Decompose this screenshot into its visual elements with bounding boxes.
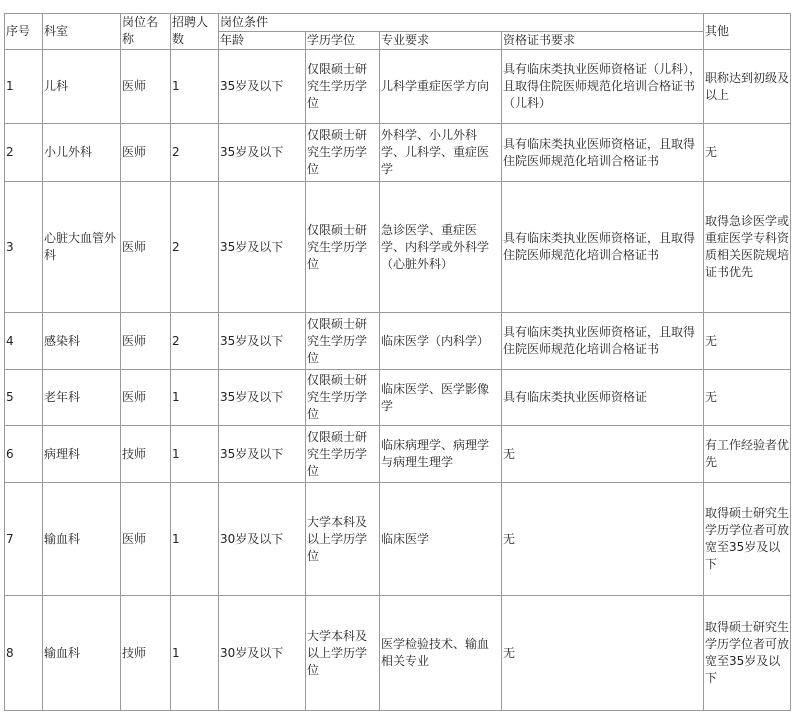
table-row (5, 182, 791, 313)
header-hiring-count: 招聘人数 (171, 14, 219, 50)
cell-seq: 2 (5, 124, 43, 182)
cell-count: 1 (171, 370, 219, 426)
cell-department: 输血科 (43, 596, 121, 711)
header-age: 年龄 (219, 32, 306, 50)
header-education: 学历学位 (306, 32, 380, 50)
cell-position: 医师 (121, 483, 171, 596)
table-row (5, 596, 791, 711)
cell-department: 病理科 (43, 426, 121, 483)
cell-seq: 3 (5, 182, 43, 313)
cell-department: 感染科 (43, 313, 121, 370)
cell-certificate: 具有临床类执业医师资格证（儿科），且取得住院医师规范化培训合格证书（儿科） (502, 50, 704, 124)
cell-position: 医师 (121, 182, 171, 313)
cell-age: 30岁及以下 (219, 596, 306, 711)
cell-department: 输血科 (43, 483, 121, 596)
cell-major: 急诊医学、重症医学、内科学或外科学（心脏外科） (380, 182, 502, 313)
header-conditions: 岗位条件 (219, 14, 704, 32)
cell-certificate: 具有临床类执业医师资格证，且取得住院医师规范化培训合格证书 (502, 124, 704, 182)
cell-age: 35岁及以下 (219, 313, 306, 370)
cell-other: 无 (704, 124, 791, 182)
recruitment-table (4, 13, 791, 711)
cell-other: 取得硕士研究生学历学位者可放宽至35岁及以下 (704, 596, 791, 711)
cell-count: 1 (171, 596, 219, 711)
cell-major: 外科学、小儿外科学、儿科学、重症医学 (380, 124, 502, 182)
cell-education: 仅限硕士研究生学历学位 (306, 182, 380, 313)
cell-position: 医师 (121, 370, 171, 426)
cell-department: 心脏大血管外科 (43, 182, 121, 313)
cell-count: 2 (171, 313, 219, 370)
cell-position: 医师 (121, 313, 171, 370)
cell-education: 仅限硕士研究生学历学位 (306, 426, 380, 483)
cell-age: 35岁及以下 (219, 182, 306, 313)
cell-education: 仅限硕士研究生学历学位 (306, 313, 380, 370)
cell-age: 30岁及以下 (219, 483, 306, 596)
cell-education: 仅限硕士研究生学历学位 (306, 124, 380, 182)
header-major: 专业要求 (380, 32, 502, 50)
cell-count: 2 (171, 124, 219, 182)
cell-count: 1 (171, 483, 219, 596)
header-row-top (5, 14, 791, 32)
cell-major: 临床医学 (380, 483, 502, 596)
cell-age: 35岁及以下 (219, 426, 306, 483)
cell-other: 无 (704, 370, 791, 426)
header-department: 科室 (43, 14, 121, 50)
cell-position: 技师 (121, 596, 171, 711)
cell-seq: 4 (5, 313, 43, 370)
cell-count: 1 (171, 50, 219, 124)
cell-education: 仅限硕士研究生学历学位 (306, 370, 380, 426)
cell-seq: 7 (5, 483, 43, 596)
cell-seq: 1 (5, 50, 43, 124)
cell-other: 取得急诊医学或重症医学专科资质相关医院规培证书优先 (704, 182, 791, 313)
cell-education: 大学本科及以上学历学位 (306, 596, 380, 711)
cell-major: 临床医学、医学影像学 (380, 370, 502, 426)
cell-other: 取得硕士研究生学历学位者可放宽至35岁及以下 (704, 483, 791, 596)
header-other: 其他 (704, 14, 791, 50)
table-row (5, 426, 791, 483)
cell-other: 有工作经验者优先 (704, 426, 791, 483)
table-row (5, 313, 791, 370)
cell-age: 35岁及以下 (219, 50, 306, 124)
cell-age: 35岁及以下 (219, 124, 306, 182)
cell-education: 大学本科及以上学历学位 (306, 483, 380, 596)
table-row (5, 124, 791, 182)
cell-certificate: 具有临床类执业医师资格证，且取得住院医师规范化培训合格证书 (502, 182, 704, 313)
cell-certificate: 具有临床类执业医师资格证，且取得住院医师规范化培训合格证书 (502, 313, 704, 370)
cell-position: 医师 (121, 124, 171, 182)
cell-education: 仅限硕士研究生学历学位 (306, 50, 380, 124)
cell-seq: 8 (5, 596, 43, 711)
cell-position: 医师 (121, 50, 171, 124)
cell-position: 技师 (121, 426, 171, 483)
cell-count: 1 (171, 426, 219, 483)
header-seq: 序号 (5, 14, 43, 50)
table-row (5, 483, 791, 596)
cell-certificate: 无 (502, 426, 704, 483)
header-certificate: 资格证书要求 (502, 32, 704, 50)
cell-department: 儿科 (43, 50, 121, 124)
cell-other: 无 (704, 313, 791, 370)
cell-certificate: 具有临床类执业医师资格证 (502, 370, 704, 426)
cell-major: 医学检验技术、输血相关专业 (380, 596, 502, 711)
cell-other: 职称达到初级及以上 (704, 50, 791, 124)
cell-major: 儿科学重症医学方向 (380, 50, 502, 124)
cell-seq: 6 (5, 426, 43, 483)
cell-age: 35岁及以下 (219, 370, 306, 426)
header-position-name: 岗位名称 (121, 14, 171, 50)
cell-count: 2 (171, 182, 219, 313)
cell-department: 老年科 (43, 370, 121, 426)
table-row (5, 50, 791, 124)
cell-department: 小儿外科 (43, 124, 121, 182)
cell-major: 临床医学（内科学） (380, 313, 502, 370)
cell-certificate: 无 (502, 483, 704, 596)
table-row (5, 370, 791, 426)
cell-major: 临床病理学、病理学与病理生理学 (380, 426, 502, 483)
cell-certificate: 无 (502, 596, 704, 711)
cell-seq: 5 (5, 370, 43, 426)
